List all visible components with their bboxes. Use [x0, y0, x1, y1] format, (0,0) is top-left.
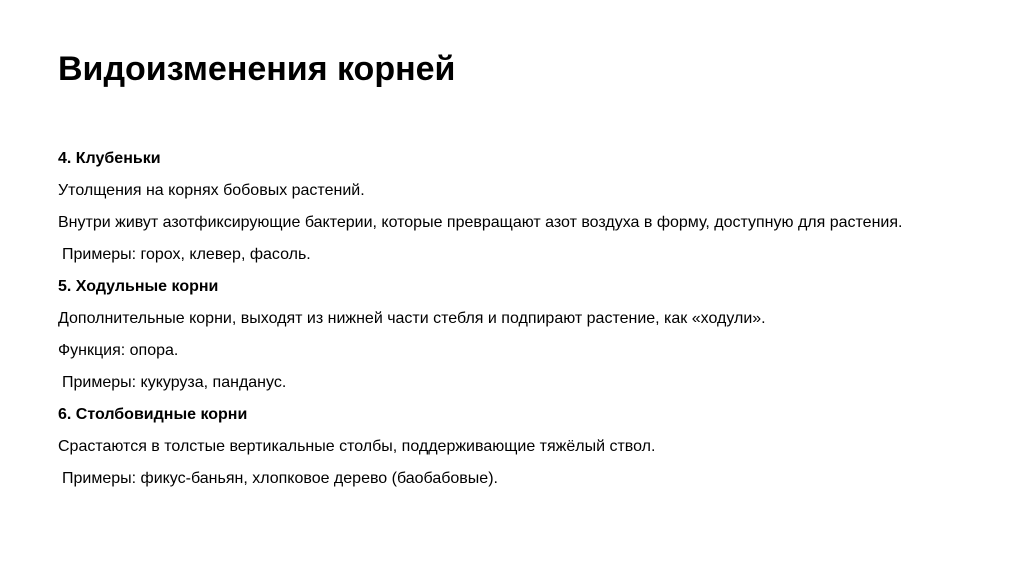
section-text: Срастаются в толстые вертикальные столбы, поддерживающие тяжёлый ствол.: [58, 438, 656, 455]
slide-title: Видоизменения корней: [58, 50, 456, 88]
section-heading-nodules: 4. Клубеньки: [58, 150, 161, 167]
section-heading-pillar-roots: 6. Столбовидные корни: [58, 406, 248, 423]
section-text: Внутри живут азотфиксирующие бактерии, которые превращают азот воздуха в форму, доступную для растения.: [58, 214, 903, 231]
section-text: Дополнительные корни, выходят из нижней части стебля и подпирают растение, как «ходули».: [58, 310, 766, 327]
section-example: Примеры: кукуруза, панданус.: [62, 374, 287, 391]
slide-content: [58, 148, 958, 500]
section-example: Примеры: фикус-баньян, хлопковое дерево (баобабовые).: [62, 470, 498, 487]
section-example: Примеры: горох, клевер, фасоль.: [62, 246, 311, 263]
section-text: Утолщения на корнях бобовых растений.: [58, 182, 365, 199]
section-text: Функция: опора.: [58, 342, 179, 359]
section-heading-stilt-roots: 5. Ходульные корни: [58, 278, 219, 295]
